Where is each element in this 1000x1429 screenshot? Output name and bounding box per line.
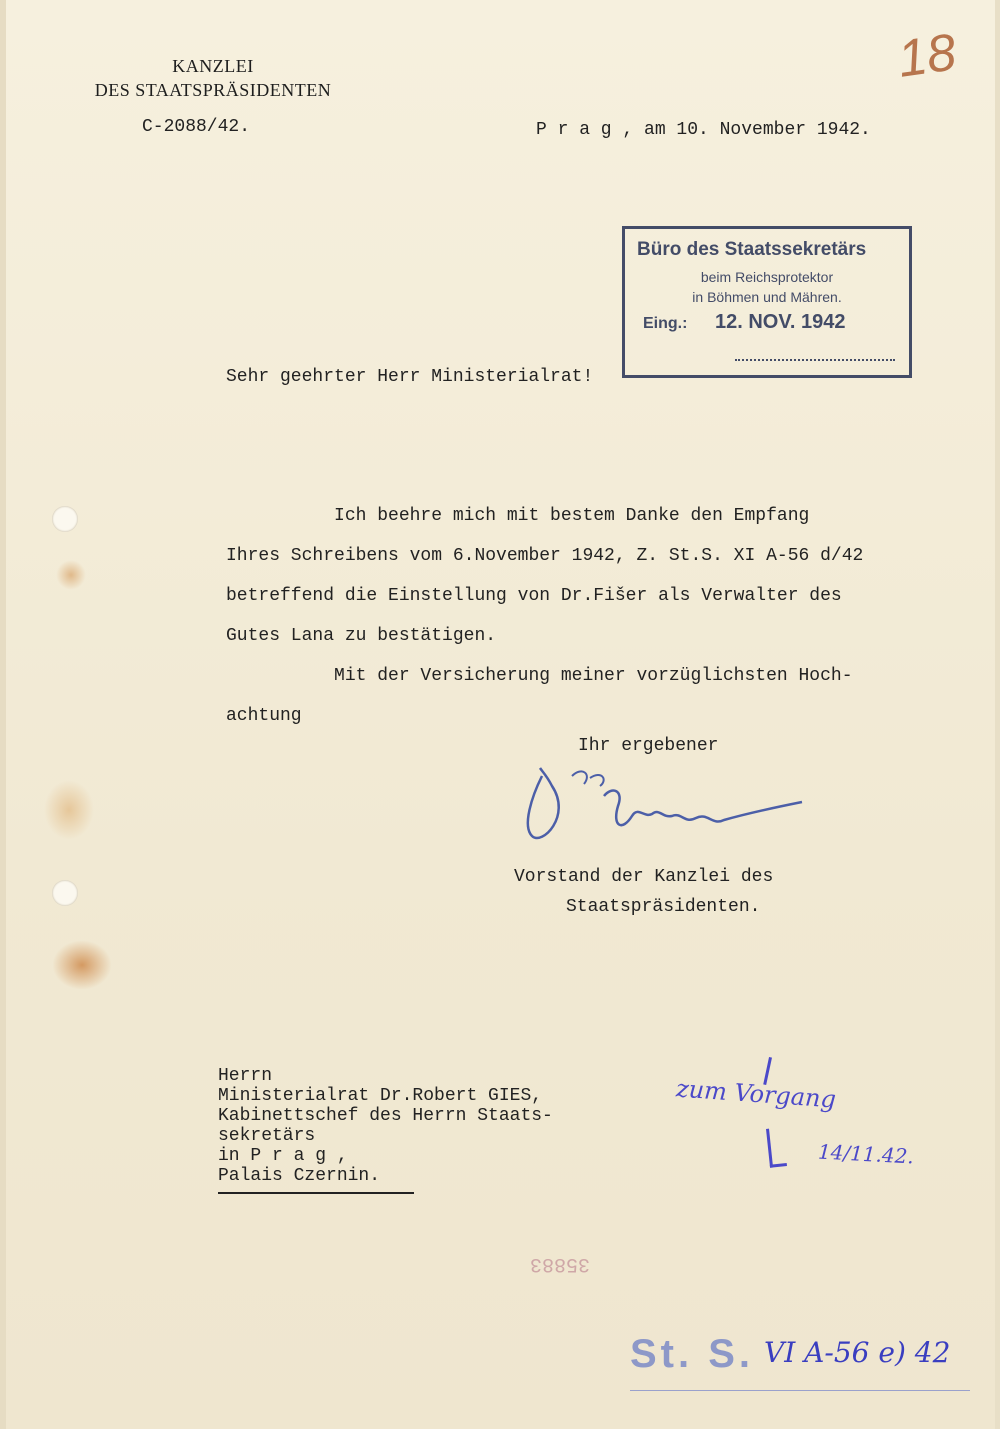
file-stamp: St. S. bbox=[630, 1332, 755, 1376]
punch-hole-bottom bbox=[52, 880, 78, 906]
accession-number: 35883 bbox=[530, 1252, 591, 1275]
letterhead-line-2: DES STAATSPRÄSIDENTEN bbox=[94, 80, 332, 100]
receipt-stamp-line-1: Büro des Staatssekretärs bbox=[637, 239, 867, 260]
rust-stain-middle bbox=[44, 780, 94, 840]
address-line: Kabinettschef des Herrn Staats- bbox=[218, 1106, 553, 1126]
closing: Ihr ergebener bbox=[578, 736, 719, 756]
address-line: in P r a g , bbox=[218, 1146, 348, 1166]
page-number: 18 bbox=[894, 23, 960, 89]
file-number-handwritten: VI A-56 e) 42 bbox=[764, 1336, 951, 1369]
receipt-stamp-line-3: in Böhmen und Mähren. bbox=[692, 289, 842, 305]
file-number-underline bbox=[630, 1390, 970, 1391]
date-line: P r a g , am 10. November 1942. bbox=[536, 120, 871, 140]
receipt-stamp-dotted-line bbox=[735, 359, 895, 361]
receipt-stamp-date: 12. NOV. 1942 bbox=[715, 311, 846, 333]
punch-hole-top bbox=[52, 506, 78, 532]
address-line: Herrn bbox=[218, 1066, 273, 1086]
handwritten-date: 14/11.42. bbox=[817, 1139, 915, 1169]
rust-stain-top bbox=[56, 560, 86, 590]
handwritten-signature bbox=[512, 756, 812, 856]
handwritten-note: zum Vorgang bbox=[675, 1074, 837, 1114]
salutation: Sehr geehrter Herr Ministerialrat! bbox=[226, 367, 594, 387]
address-line: sekretärs bbox=[218, 1126, 316, 1146]
reference-number: C-2088/42. bbox=[142, 117, 251, 137]
body-line: betreffend die Einstellung von Dr.Fišer als Verwalter des bbox=[226, 586, 842, 606]
paper-edge-right bbox=[995, 0, 1000, 1429]
letterhead-line-1: KANZLEI bbox=[172, 56, 254, 76]
receipt-stamp-label: Eing.: bbox=[643, 315, 688, 332]
signer-title-line-2: Staatspräsidenten. bbox=[566, 897, 761, 917]
letterhead bbox=[48, 54, 378, 102]
recipient-address bbox=[218, 1066, 553, 1186]
body-line: achtung bbox=[226, 706, 302, 726]
receipt-stamp-line-2: beim Reichsprotektor bbox=[700, 269, 834, 285]
rust-stain-bottom bbox=[52, 940, 112, 990]
letter-body bbox=[226, 496, 936, 736]
receipt-stamp bbox=[622, 226, 912, 378]
address-underline bbox=[218, 1192, 414, 1194]
address-line: Ministerialrat Dr.Robert GIES, bbox=[218, 1086, 543, 1106]
body-line: Mit der Versicherung meiner vorzüglichsten Hoch- bbox=[226, 666, 853, 686]
body-line: Ihres Schreibens vom 6.November 1942, Z. St.S. XI A-56 d/42 bbox=[226, 546, 864, 566]
body-line: Gutes Lana zu bestätigen. bbox=[226, 626, 497, 646]
blue-pencil-initial bbox=[766, 1127, 787, 1168]
body-line: Ich beehre mich mit bestem Danke den Empfang bbox=[226, 506, 810, 526]
address-line: Palais Czernin. bbox=[218, 1166, 381, 1186]
signer-title-line-1: Vorstand der Kanzlei des bbox=[514, 867, 774, 887]
paper-edge-left bbox=[0, 0, 6, 1429]
